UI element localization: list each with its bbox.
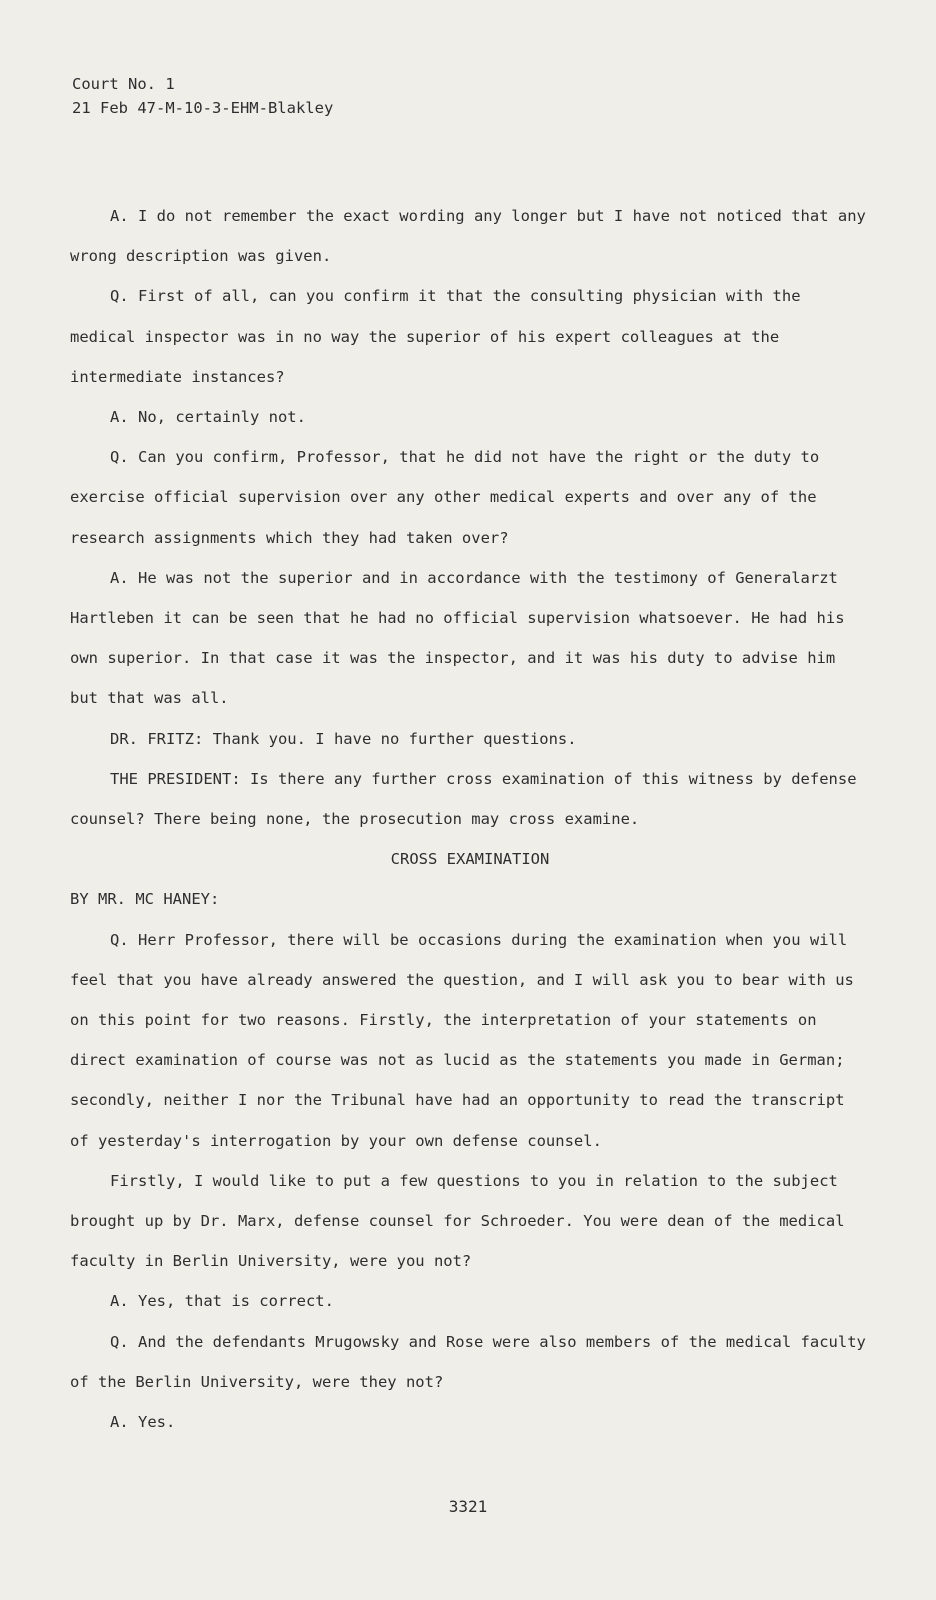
examiner-line: BY MR. MC HANEY: xyxy=(70,890,220,909)
session-reference: 21 Feb 47-M-10-3-EHM-Blakley xyxy=(72,99,334,117)
transcript-paragraph: A. Yes, that is correct. xyxy=(110,1292,334,1311)
transcript-paragraph: A. No, certainly not. xyxy=(110,408,306,427)
transcript-paragraph: Q. Can you confirm, Professor, that he did not have the right or the duty to exercise official supervision over any other medical experts and over any of the research assignments which they had taken over? xyxy=(70,448,820,547)
transcript-paragraph: Q. And the defendants Mrugowsky and Rose were also members of the medical faculty of the Berlin University, were they not? xyxy=(70,1332,866,1391)
transcript-paragraph: Q. Herr Professor, there will be occasions during the examination when you will feel that you have already answered the question, and I will ask you to bear with us on this point for two reasons. Firstly, the interpretation of your statements on direct examination of course was not as lucid as the statements you made in German; secondly, neither I nor the Tribunal have had an opportunity to read the transcript of yesterday's interrogation by your own defense counsel. xyxy=(70,930,854,1150)
transcript-paragraph: Firstly, I would like to put a few questions to you in relation to the subject brought up by Dr. Marx, defense counsel for Schroeder. You were dean of the medical faculty in Berlin University, were you not? xyxy=(70,1171,845,1271)
transcript-paragraph: THE PRESIDENT: Is there any further cross examination of this witness by defense counsel? There being none, the prosecution may cross examine. xyxy=(70,769,857,829)
transcript-paragraph: Q. First of all, can you confirm it that the consulting physician with the medical inspector was in no way the superior of his expert colleagues at the intermediate instances? xyxy=(70,287,801,386)
section-heading: CROSS EXAMINATION xyxy=(390,850,550,869)
transcript-paragraph: DR. FRITZ: Thank you. I have no further questions. xyxy=(110,729,577,748)
document-header xyxy=(72,72,333,120)
transcript-paragraph: A. I do not remember the exact wording any longer but I have not noticed that any wrong description was given. xyxy=(70,207,866,266)
court-number: Court No. 1 xyxy=(72,75,175,93)
page-number: 3321 xyxy=(448,1497,488,1516)
transcript-paragraph: A. He was not the superior and in accordance with the testimony of Generalarzt Hartleben it can be seen that he had no official supervision whatsoever. He had his own superior. In that case it was the inspector, and it was his duty to advise him but that was all. xyxy=(70,568,845,708)
transcript-body xyxy=(70,196,870,1442)
transcript-paragraph: A. Yes. xyxy=(110,1413,176,1432)
